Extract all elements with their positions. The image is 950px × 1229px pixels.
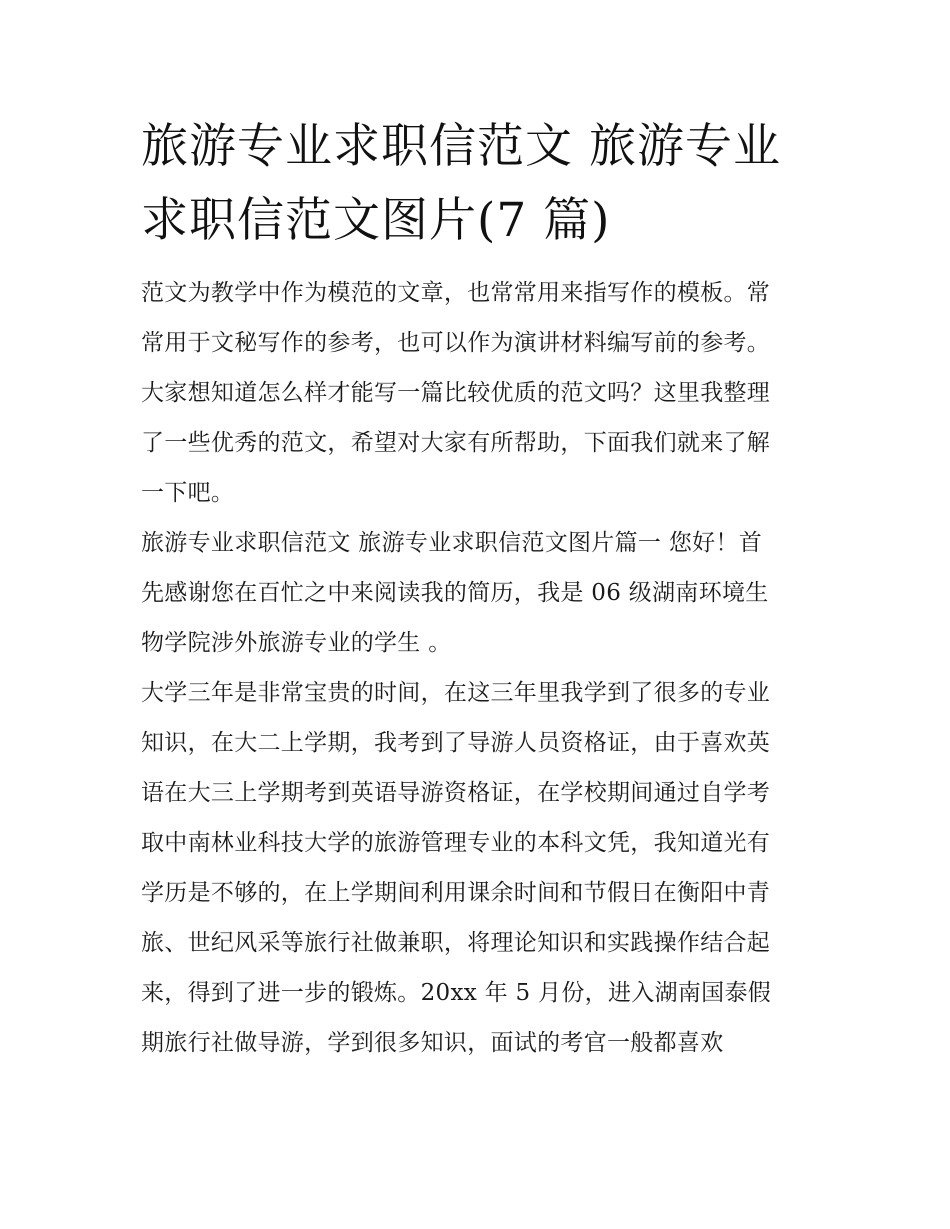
paragraph-line: 取中南林业科技大学的旅游管理专业的本科文凭，我知道光有	[141, 830, 771, 856]
experience-paragraph	[141, 668, 813, 1068]
paragraph-line: 常用于文秘写作的参考，也可以作为演讲材料编写前的参考。	[141, 330, 771, 356]
paragraph-line: 知识，在大二上学期，我考到了导游人员资格证，由于喜欢英	[141, 730, 771, 756]
paragraph-line: 旅、世纪风采等旅行社做兼职，将理论知识和实践操作结合起	[141, 930, 771, 956]
paragraph-line: 物学院涉外旅游专业的学生 。	[141, 630, 452, 656]
paragraph-line: 语在大三上学期考到英语导游资格证，在学校期间通过自学考	[141, 780, 771, 806]
intro-paragraph	[141, 268, 813, 518]
greeting-paragraph	[141, 518, 813, 668]
paragraph-line: 范文为教学中作为模范的文章，也常常用来指写作的模板。常	[141, 280, 771, 306]
title-line: 求职信范文图片(7 篇)	[141, 193, 611, 248]
paragraph-line: 大学三年是非常宝贵的时间，在这三年里我学到了很多的专业	[141, 680, 771, 706]
paragraph-line: 旅游专业求职信范文 旅游专业求职信范文图片篇一 您好！首	[141, 530, 763, 556]
paragraph-line: 大家想知道怎么样才能写一篇比较优质的范文吗？这里我整理	[141, 380, 771, 406]
paragraph-line: 了一些优秀的范文，希望对大家有所帮助，下面我们就来了解	[141, 430, 771, 456]
paragraph-line: 学历是不够的，在上学期间利用课余时间和节假日在衡阳中青	[141, 880, 771, 906]
paragraph-line: 先感谢您在百忙之中来阅读我的简历，我是 06 级湖南环境生	[141, 580, 769, 606]
title-line: 旅游专业求职信范文 旅游专业	[141, 119, 781, 174]
paragraph-line: 期旅行社做导游，学到很多知识，面试的考官一般都喜欢	[141, 1030, 724, 1056]
document-content	[141, 110, 813, 1068]
paragraph-line: 一下吧。	[141, 480, 235, 506]
paragraph-line: 来，得到了进一步的锻炼。20xx 年 5 月份，进入湖南国泰假	[141, 980, 772, 1006]
document-title	[141, 110, 813, 258]
